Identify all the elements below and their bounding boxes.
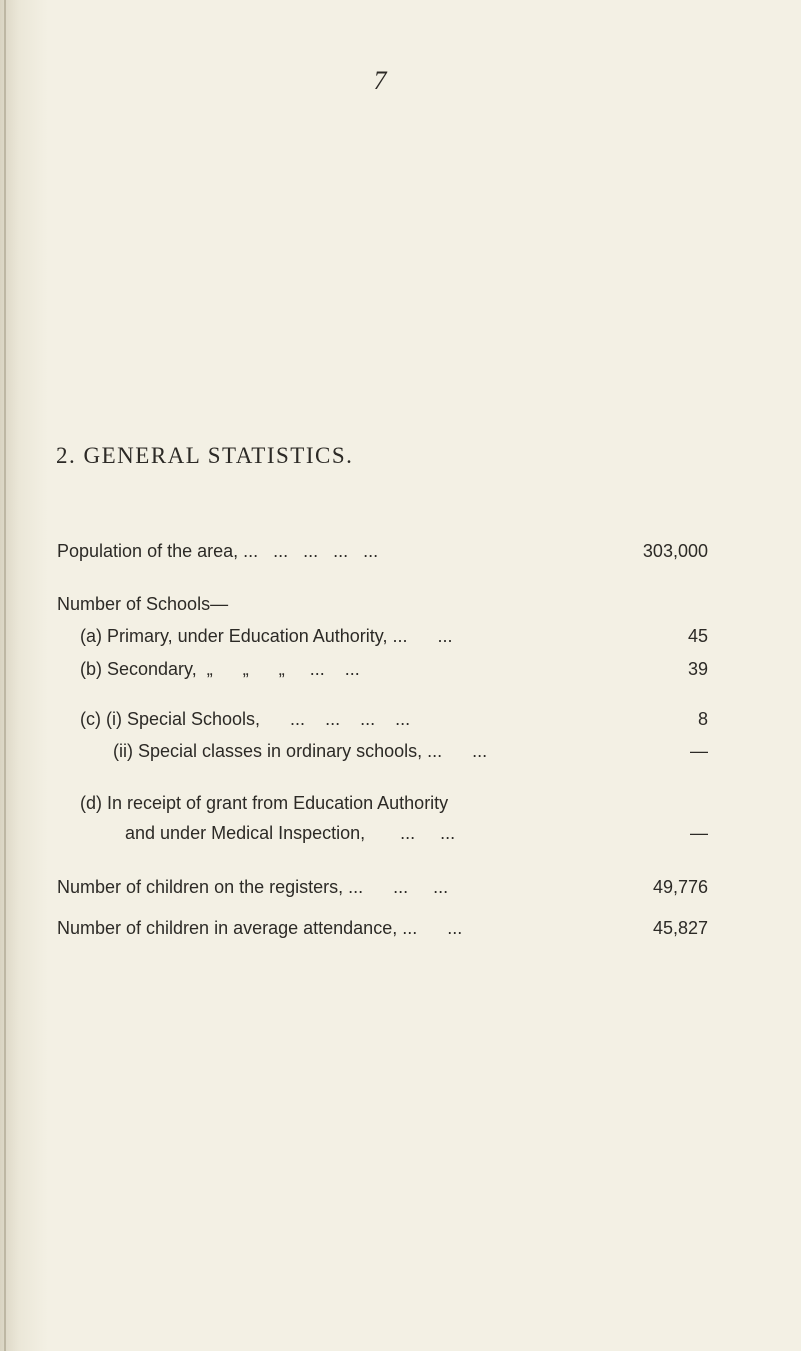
schools-heading: Number of Schools— bbox=[57, 594, 229, 614]
children-attendance-value: 45,827 bbox=[652, 918, 708, 938]
secondary-row bbox=[0, 656, 801, 682]
special-schools-label: (c) (i) Special Schools, ... ... ... ... bbox=[80, 709, 411, 729]
page-number: 7 bbox=[373, 66, 387, 95]
special-schools-value: 8 bbox=[697, 709, 708, 729]
grant-value: — bbox=[690, 823, 708, 843]
children-registers-value: 49,776 bbox=[652, 877, 708, 897]
population-value: 303,000 bbox=[642, 541, 708, 561]
primary-label: (a) Primary, under Education Authority, ... ... bbox=[80, 626, 453, 646]
population-label: Population of the area, ... ... ... ... ... bbox=[57, 541, 379, 561]
grant-label-line2: and under Medical Inspection, ... ... bbox=[125, 823, 456, 843]
children-registers-row bbox=[0, 874, 801, 900]
children-registers-label: Number of children on the registers, ... ... ... bbox=[57, 877, 449, 897]
primary-value: 45 bbox=[687, 626, 708, 646]
secondary-label: (b) Secondary, „ „ „ ... ... bbox=[80, 659, 360, 679]
grant-label-line1: (d) In receipt of grant from Education Authority bbox=[80, 793, 449, 813]
primary-row bbox=[0, 623, 801, 649]
grant-row-line1 bbox=[0, 790, 801, 816]
section-title: 2. GENERAL STATISTICS. bbox=[56, 443, 354, 468]
schools-heading-row bbox=[0, 591, 801, 617]
children-attendance-label: Number of children in average attendance, ... ... bbox=[57, 918, 463, 938]
special-classes-value: — bbox=[690, 741, 708, 761]
children-attendance-row bbox=[0, 915, 801, 941]
special-classes-row bbox=[0, 738, 801, 764]
population-row bbox=[0, 538, 801, 564]
special-schools-row bbox=[0, 706, 801, 732]
special-classes-label: (ii) Special classes in ordinary schools, ... ... bbox=[113, 741, 488, 761]
grant-row-line2 bbox=[0, 820, 801, 846]
secondary-value: 39 bbox=[687, 659, 708, 679]
